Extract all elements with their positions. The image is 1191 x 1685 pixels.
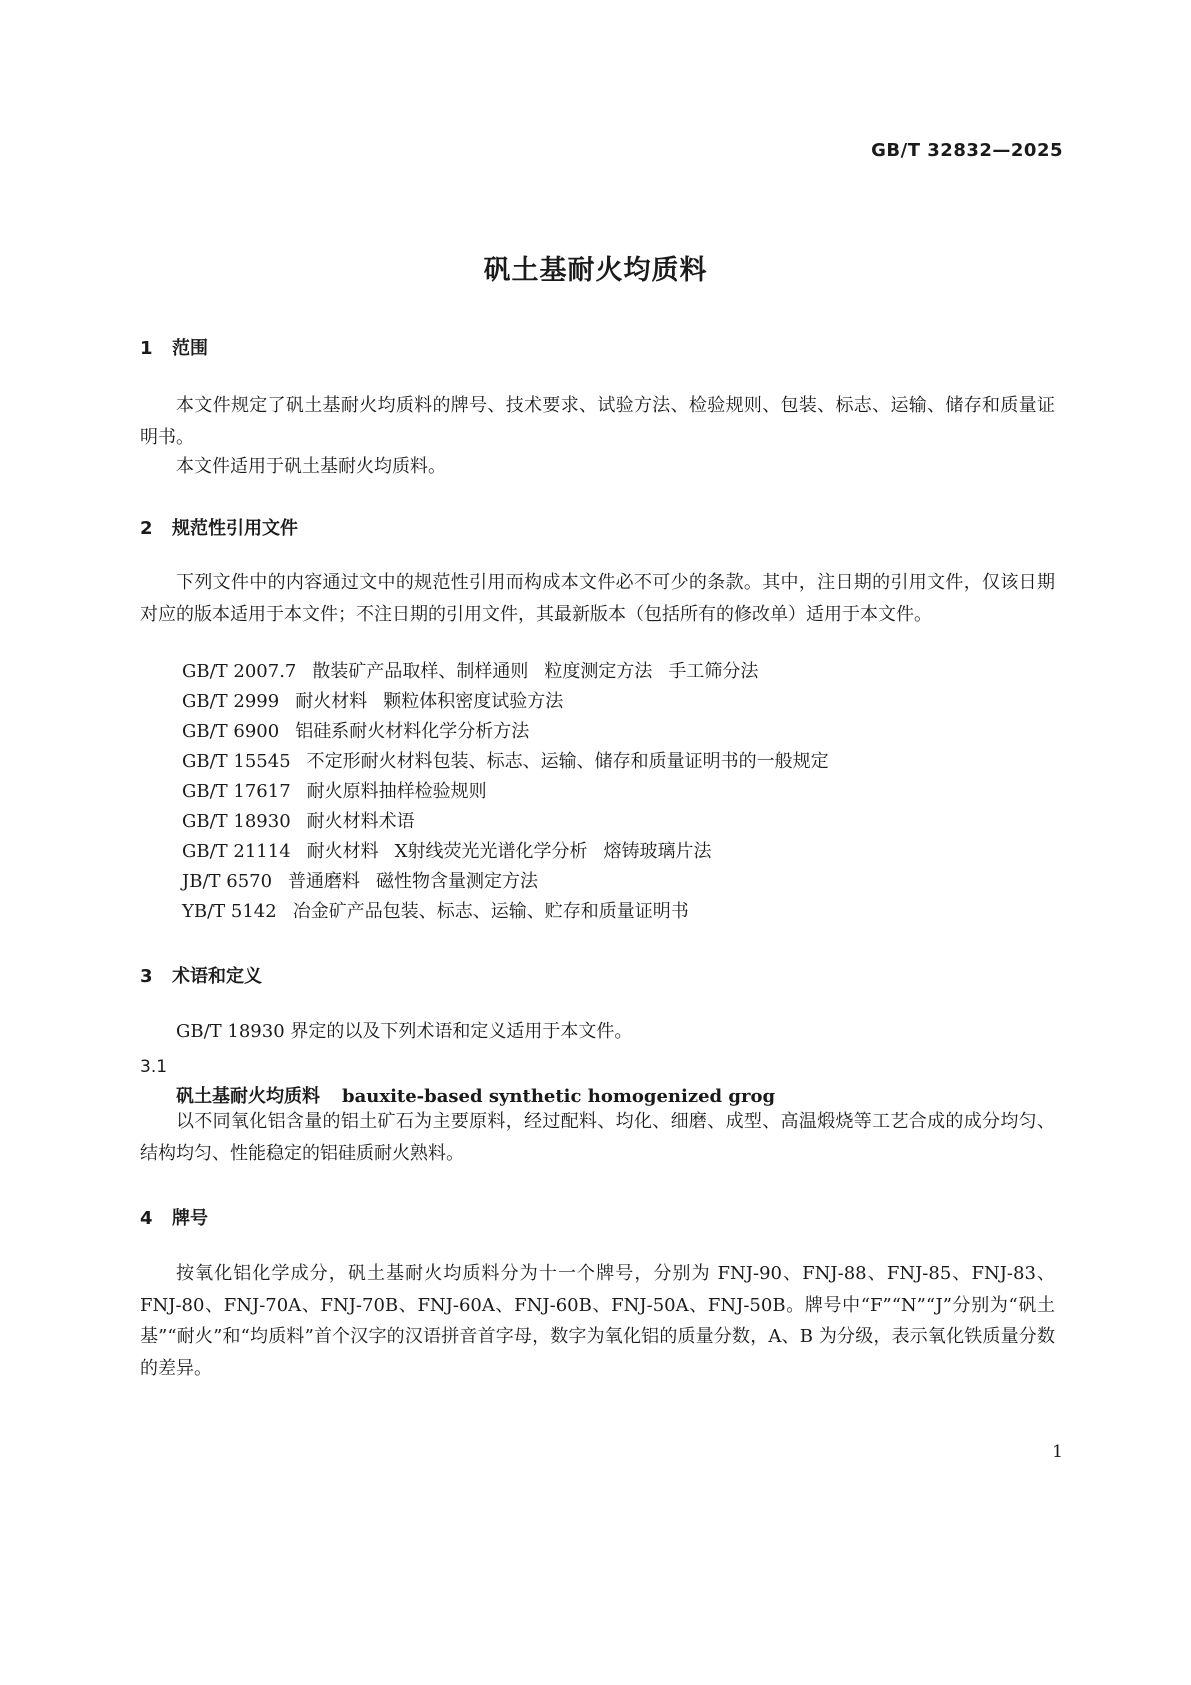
reference-title: 铝硅系耐火材料化学分析方法 [295,721,530,742]
reference-item [140,837,845,867]
normative-reference-list [140,657,845,927]
term-number: 3.1 [140,1057,168,1077]
reference-item [140,747,845,777]
section-2-title: 规范性引用文件 [172,518,298,539]
reference-code: GB/T 15545 [182,751,291,772]
section-1-paragraph-2: 本文件适用于矾土基耐火均质料。 [176,456,446,477]
reference-item [140,807,845,837]
reference-item [140,777,845,807]
reference-title: 粒度测定方法 [544,661,653,682]
section-1-title: 范围 [172,338,208,359]
section-3-heading [140,962,262,988]
reference-title: X射线荧光光谱化学分析 [394,841,588,862]
section-1-number: 1 [140,338,153,359]
reference-code: JB/T 6570 [182,871,273,892]
reference-title: 冶金矿产品包装、标志、运输、贮存和质量证明书 [292,901,689,922]
reference-title: 熔铸玻璃片法 [603,841,712,862]
reference-code: GB/T 17617 [182,781,291,802]
reference-item [140,897,845,927]
section-3-intro: GB/T 18930 界定的以及下列术语和定义适用于本文件。 [176,1021,633,1042]
section-1-paragraph-1: 本文件规定了矾土基耐火均质料的牌号、技术要求、试验方法、检验规则、包装、标志、运输、储存和质量证明书。 [140,395,1055,448]
section-4-title: 牌号 [172,1208,208,1229]
reference-title: 耐火材料术语 [306,811,415,832]
reference-code: GB/T 2007.7 [182,661,297,682]
reference-item [140,867,845,897]
section-4-heading [140,1204,208,1230]
standard-code: GB/T 32832—2025 [871,140,1063,161]
term-english: bauxite-based synthetic homogenized grog [342,1086,776,1107]
reference-item [140,657,845,687]
reference-code: YB/T 5142 [182,901,277,922]
term-definition: 以不同氧化铝含量的铝土矿石为主要原料，经过配料、均化、细磨、成型、高温煅烧等工艺合成的成分均匀、结构均匀、性能稳定的铝硅质耐火熟料。 [140,1111,1055,1164]
section-3-title: 术语和定义 [172,966,262,987]
reference-title: 耐火材料 [295,691,368,712]
section-2-heading [140,514,298,540]
reference-title: 磁性物含量测定方法 [376,871,539,892]
reference-title: 耐火材料 [306,841,379,862]
section-2-number: 2 [140,518,153,539]
reference-code: GB/T 18930 [182,811,291,832]
reference-code: GB/T 2999 [182,691,280,712]
reference-title: 普通磨料 [288,871,361,892]
reference-title: 不定形耐火材料包装、标志、运输、储存和质量证明书的一般规定 [306,751,829,772]
reference-title: 散装矿产品取样、制样通则 [312,661,529,682]
section-2-intro: 下列文件中的内容通过文中的规范性引用而构成本文件必不可少的条款。其中，注日期的引用文件，仅该日期对应的版本适用于本文件；不注日期的引用文件，其最新版本（包括所有的修改单）适用于本文件。 [140,572,1055,625]
reference-title: 耐火原料抽样检验规则 [306,781,487,802]
reference-title: 颗粒体积密度试验方法 [383,691,564,712]
section-4-number: 4 [140,1208,153,1229]
reference-title: 手工筛分法 [668,661,759,682]
reference-code: GB/T 6900 [182,721,280,742]
reference-item [140,717,845,747]
term-entry [176,1082,775,1108]
section-3-number: 3 [140,966,153,987]
reference-item [140,687,845,717]
section-4-paragraph: 按氧化铝化学成分，矾土基耐火均质料分为十一个牌号，分别为 FNJ-90、FNJ-88、FNJ-85、FNJ-83、FNJ-80、FNJ-70A、FNJ-70B、FNJ-60A、FNJ-60B、FNJ-50A、FNJ-50B。牌号中“F”“N”“J”分别为“矾土基”“耐火”和“均质料”首个汉字的汉语拼音首字母，数字为氧化铝的质量分数，A、B 为分级，表示氧化铁质量分数的差异。 [140,1263,1055,1379]
document-title: 矾土基耐火均质料 [483,255,708,286]
term-chinese: 矾土基耐火均质料 [176,1086,320,1107]
reference-code: GB/T 21114 [182,841,291,862]
section-1-heading [140,334,208,360]
page-number: 1 [1052,1442,1063,1462]
